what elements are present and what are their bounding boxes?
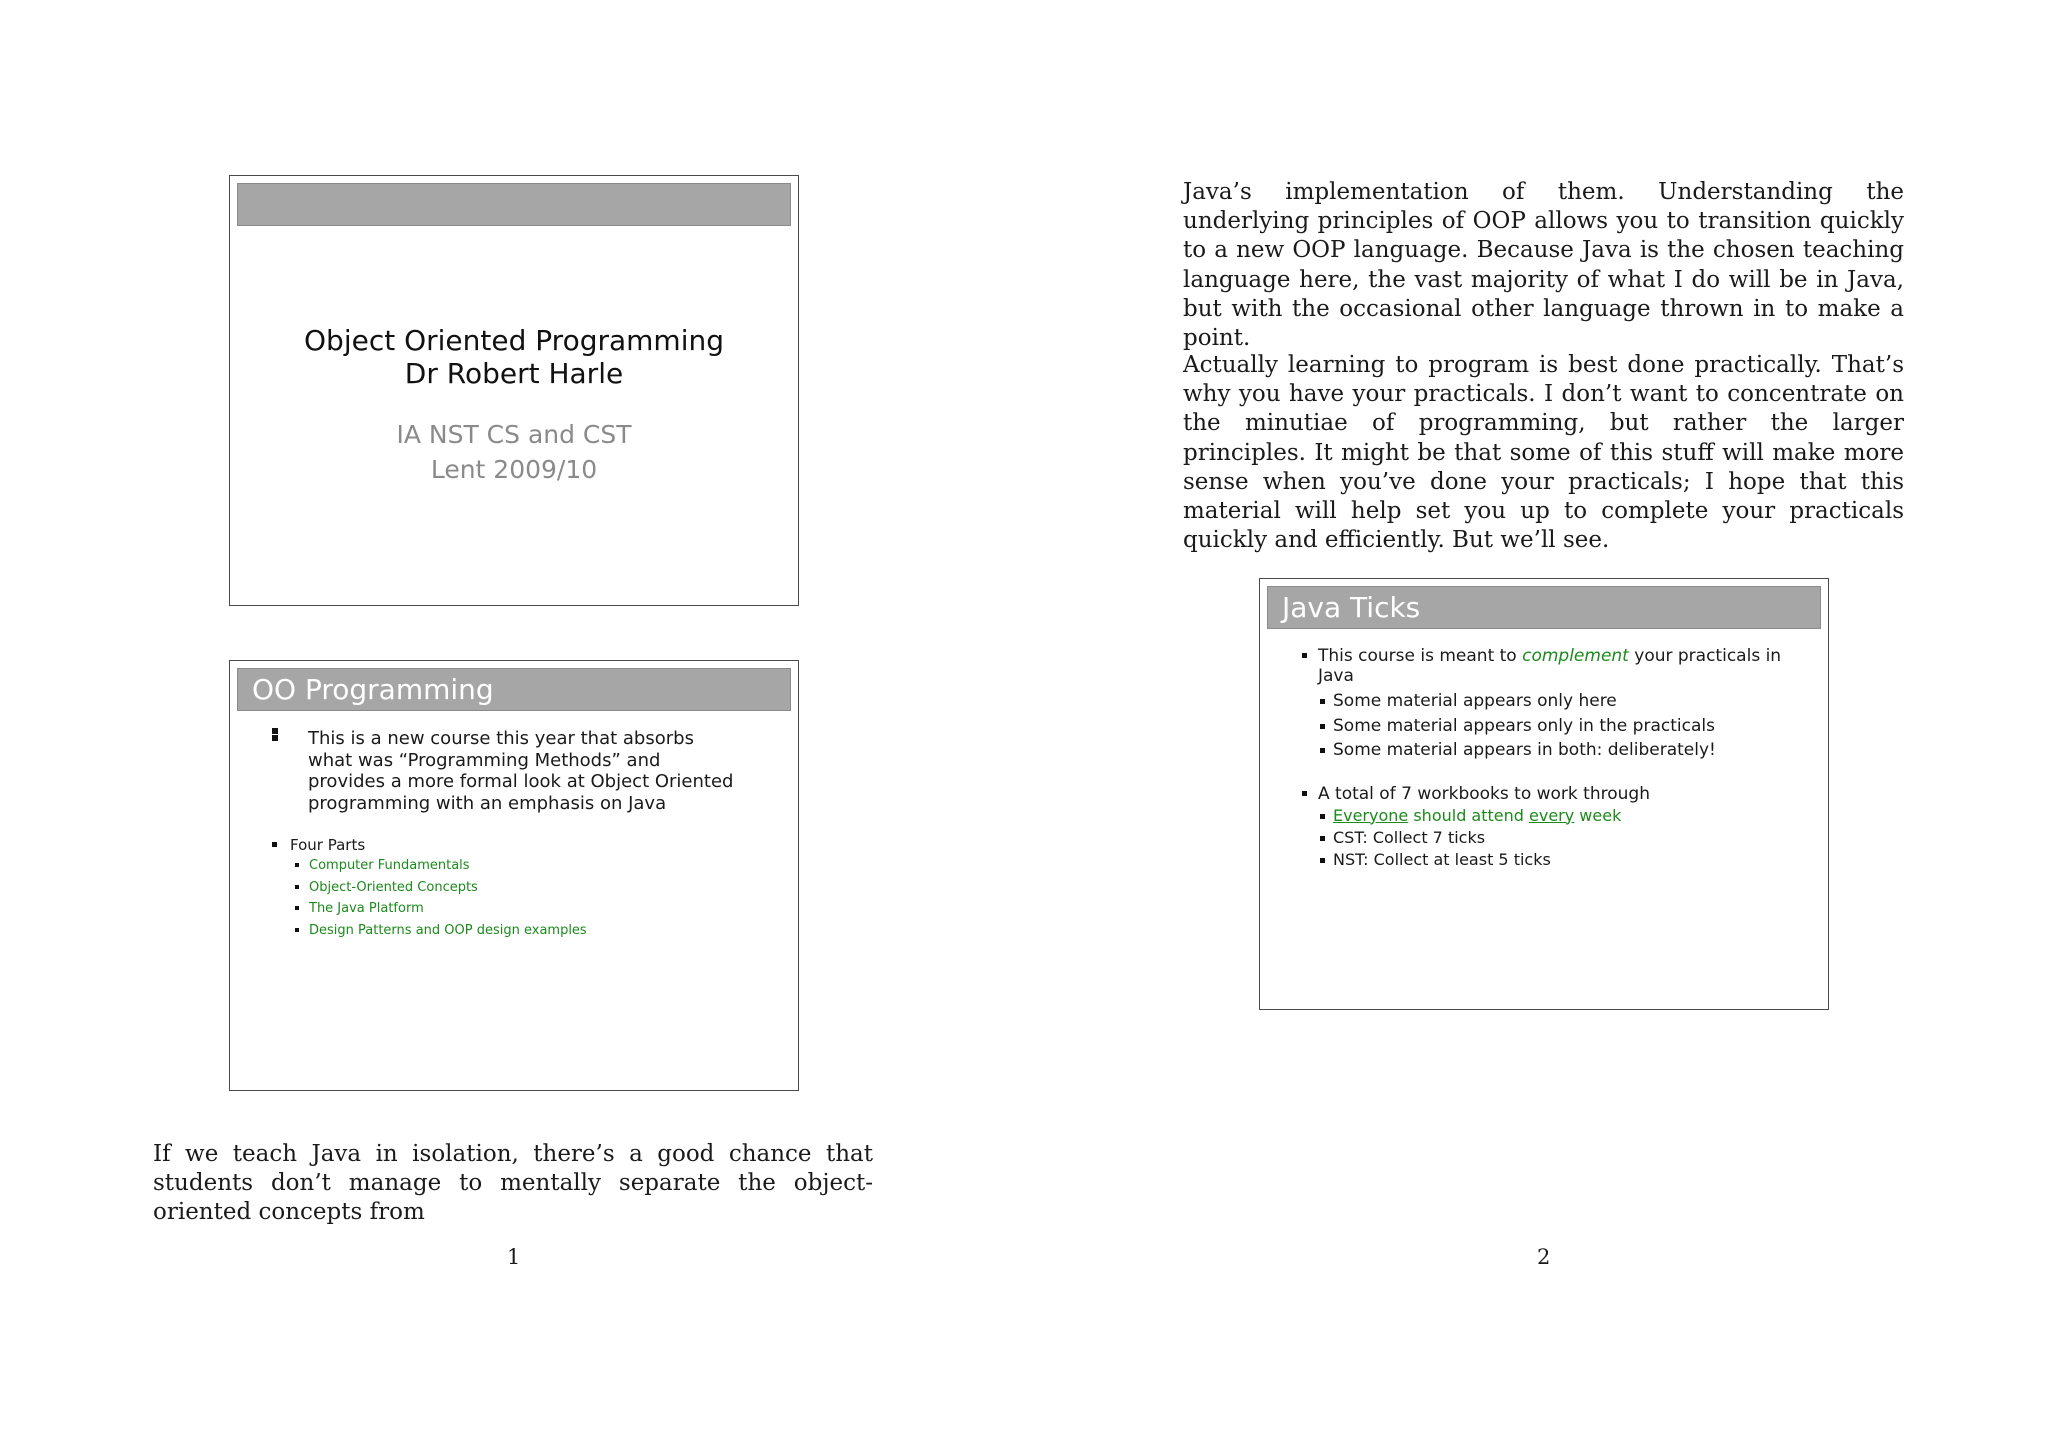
slide-heading: OO Programming — [237, 668, 791, 711]
parts-list — [293, 855, 740, 941]
list-item: Some material appears only in the practicals — [1319, 714, 1810, 739]
slide-title-text: Object Oriented Programming — [304, 324, 724, 357]
bullet-workbooks: A total of 7 workbooks to work through — [1300, 783, 1810, 805]
slide-heading: Java Ticks — [1267, 586, 1821, 629]
bullet-four-parts-text: Four Parts — [290, 836, 366, 854]
sub-list-material — [1319, 689, 1810, 763]
page-number-left: 1 — [507, 1245, 521, 1269]
list-item: The Java Platform — [293, 898, 740, 920]
list-item: CST: Collect 7 ticks — [1319, 827, 1810, 849]
slide-term-text: Lent 2009/10 — [430, 455, 598, 484]
list-item: Some material appears only here — [1319, 689, 1810, 714]
slide-course-text: IA NST CS and CST — [396, 420, 632, 449]
bullet-intro — [270, 728, 740, 814]
list-item: Design Patterns and OOP design examples — [293, 920, 740, 942]
list-item: Computer Fundamentals — [293, 855, 740, 877]
list-item: Object-Oriented Concepts — [293, 877, 740, 899]
slide-author-text: Dr Robert Harle — [404, 357, 624, 390]
list-item: NST: Collect at least 5 ticks — [1319, 849, 1810, 871]
bullet-complement: This course is meant to complement your practicals in Java — [1300, 646, 1810, 686]
list-item: Some material appears in both: deliberately! — [1319, 738, 1810, 763]
slide-body — [270, 728, 740, 941]
slide-body — [1300, 646, 1810, 871]
bullet-intro-text: This is a new course this year that absorbs what was “Programming Methods” and provides a more formal look at Object Oriented programming with an emphasis on Java — [308, 728, 734, 814]
left-body-text: If we teach Java in isolation, there’s a good chance that students don’t manage to mentally separate the object-oriented concepts from — [153, 1141, 873, 1226]
page-number-right: 2 — [1537, 1245, 1551, 1269]
right-paragraph-1: Java’s implementation of them. Understanding the underlying principles of OOP allows you to transition quickly to a new OOP language. Because Java is the chosen teaching language here, the vast majority of what I do will be in Java, but with the occasional other language thrown in to make a point. — [1183, 179, 1904, 352]
slide-java-ticks — [1259, 578, 1829, 1010]
slide-oo-programming — [229, 660, 799, 1091]
slide-header-bar — [237, 183, 791, 226]
slide-title — [229, 175, 799, 606]
list-item: Everyone should attend every week — [1319, 805, 1810, 827]
sub-list-ticks — [1319, 805, 1810, 871]
emphasis-complement: complement — [1522, 646, 1629, 666]
bullet-four-parts — [270, 835, 740, 855]
right-paragraph-2: Actually learning to program is best done practically. That’s why you have your practicals. I don’t want to concentrate on the minutiae of programming, but rather the larger principles. It might be that some of this stuff will make more sense when you’ve done your practicals; I hope that this material will help set you up to complete your practicals quickly and efficiently. But we’ll see. — [1183, 352, 1904, 554]
